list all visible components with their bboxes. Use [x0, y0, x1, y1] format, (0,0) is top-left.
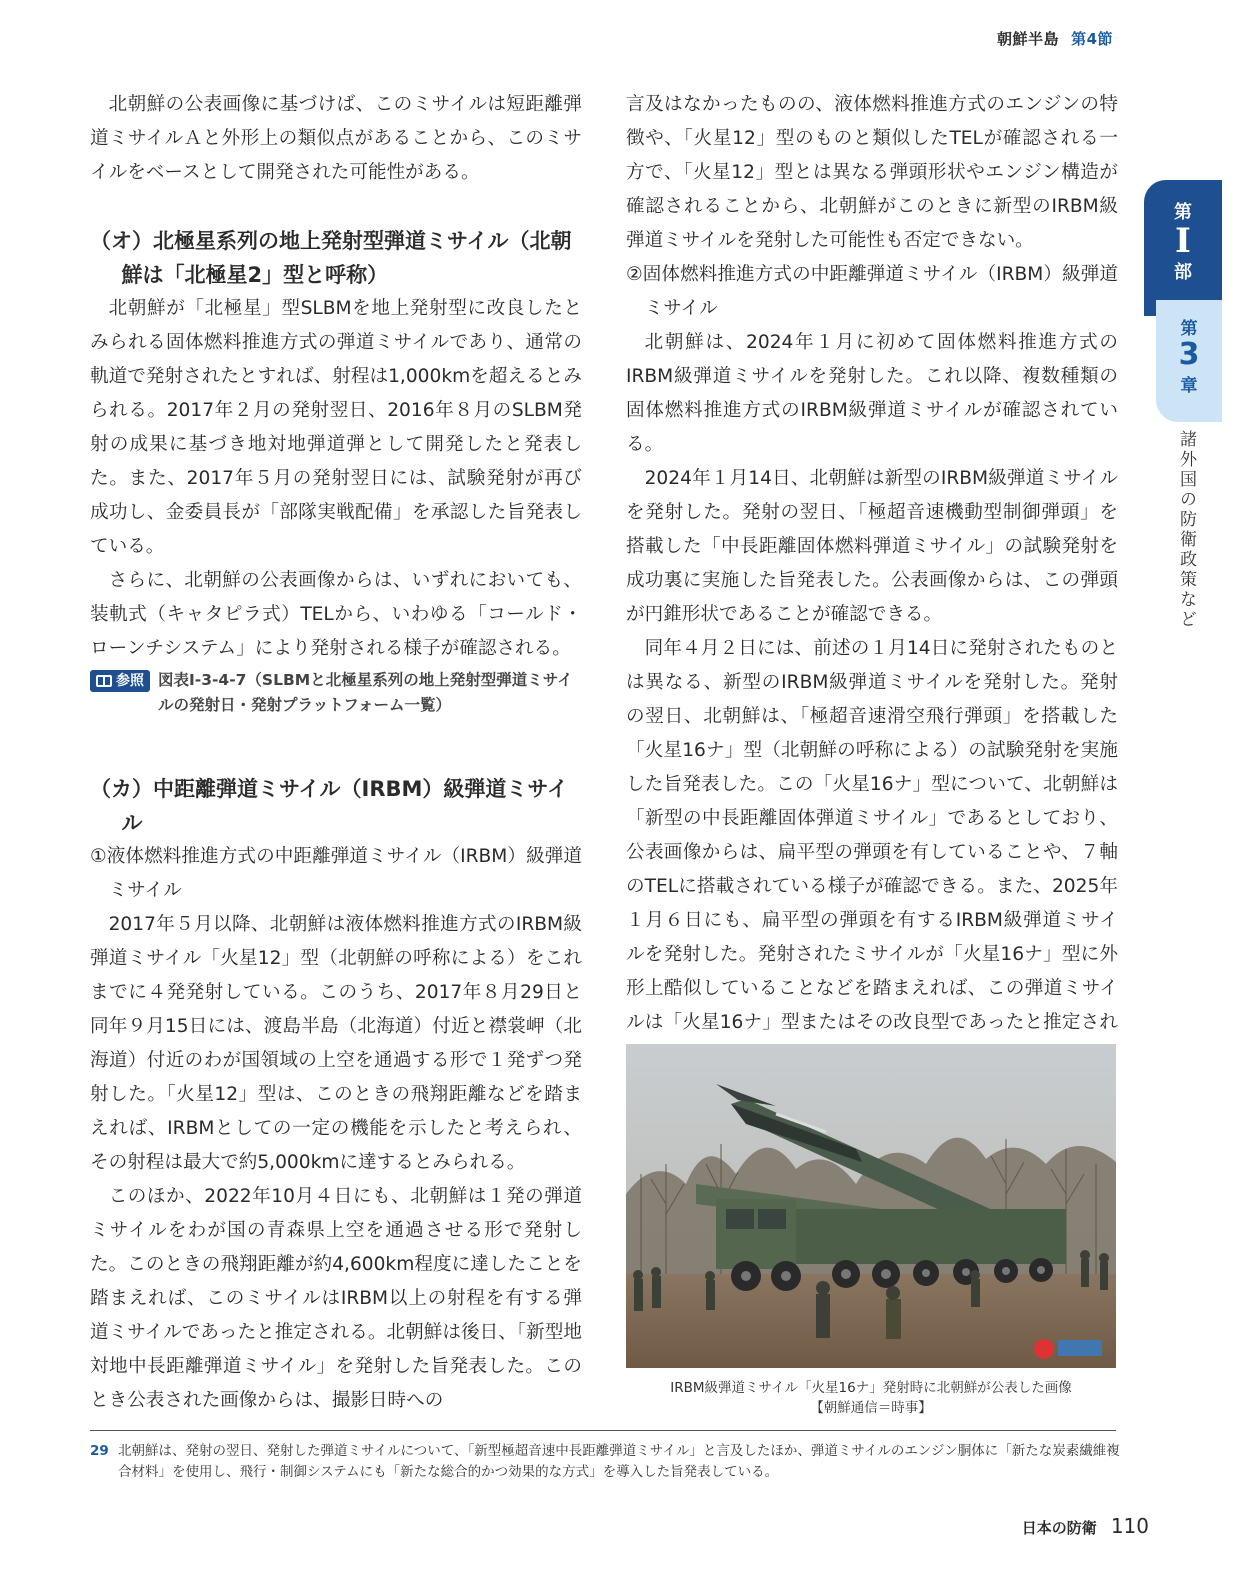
- paragraph-continued: 言及はなかったものの、液体燃料推進方式のエンジンの特徴や、「火星12」型のものと類似したTELが確認される一方で、「火星12」型とは異なる弾頭形状やエンジン構造が確認されることから、北朝鮮がこのときに新型のIRBM級弾道ミサイルを発射した可能性も否定できない。: [626, 94, 1118, 251]
- paragraph-o1: 北朝鮮が「北極星」型SLBMを地上発射型に改良したとみられる固体燃料推進方式の弾道ミサイルであり、通常の軌道で発射されたとすれば、射程は1,000kmを超えるとみられる。2017年２月の発射翌日、2016年８月のSLBM発射の成果に基づき地対地弾道弾として開発したと発表した。また、2017年５月の発射翌日には、試験発射が再び成功し、金委員長が「部隊実戦配備」を承認した旨発表している。: [90, 298, 582, 557]
- chapter-tab-number: 3: [1178, 337, 1200, 372]
- reference-badge: 参照: [90, 670, 150, 692]
- part-tab-suffix: 部: [1174, 262, 1192, 283]
- paragraph-intro: 北朝鮮の公表画像に基づけば、このミサイルは短距離弾道ミサイルＡと外形上の類似点があることから、このミサイルをベースとして開発された可能性がある。: [90, 94, 582, 183]
- book-title: 日本の防衛: [1021, 1519, 1097, 1537]
- footnote: [90, 1441, 1120, 1483]
- part-tab: [1144, 180, 1222, 316]
- missile-launcher-photo: [626, 1044, 1116, 1368]
- paragraph-ka1: 2017年５月以降、北朝鮮は液体燃料推進方式のIRBM級弾道ミサイル「火星12」型（北朝鮮の呼称による）をこれまでに４発発射している。このうち、2017年８月29日と同年９月15日には、渡島半島（北海道）付近と襟裳岬（北海道）付近のわが国領域の上空を通過する形で１発ずつ発射した。「火星12」型は、このときの飛翔距離などを踏まえれば、IRBMとしての一定の機能を示したと考えられ、その射程は最大で約5,000kmに達するとみられる。: [90, 914, 582, 1173]
- chapter-vertical-title: 諸外国の防衛政策など: [1176, 430, 1196, 630]
- paragraph-r3: 同年４月２日には、前述の１月14日に発射されたものとは異なる、新型のIRBM級弾道ミサイルを発射した。発射の翌日、北朝鮮は、「極超音速滑空飛行弾頭」を搭載した「火星16ナ」型（北朝鮮の呼称による）の試験発射を実施した旨発表した。この「火星16ナ」型について、北朝鮮は「新型の中長距離固体弾道ミサイル」であるとしており、公表画像からは、扁平型の弾頭を有していることや、７軸のTELに搭載されている様子が確認できる。また、2025年１月６日にも、扁平型の弾頭を有するIRBM級弾道ミサイルを発射した。発射されたミサイルが「火星16ナ」型に外形上酷似していることなどを踏まえれば、この弾道ミサイルは「火星16ナ」型またはその改良型であったと推定され: [626, 632, 1118, 1079]
- item-solid-irbm: ②固体燃料推進方式の中距離弾道ミサイル（IRBM）級弾道ミサイル: [626, 264, 1118, 319]
- header-chapter: 朝鮮半島: [997, 30, 1060, 48]
- heading-o: （オ）北極星系列の地上発射型弾道ミサイル（北朝鮮は「北極星2」型と呼称）: [90, 229, 572, 287]
- paragraph-r2: 2024年１月14日、北朝鮮は新型のIRBM級弾道ミサイルを発射した。発射の翌日、「極超音速機動型制御弾頭」を搭載した「中長距離固体燃料弾道ミサイル」の試験発射を成功裏に実施した旨発表した。公表画像からは、この弾頭が円錐形状であることが確認できる。: [626, 468, 1118, 625]
- left-column: [90, 88, 582, 1418]
- caption-credit: 【朝鮮通信＝時事】: [810, 1400, 932, 1416]
- right-column: [626, 88, 1118, 1079]
- photo-caption: [626, 1378, 1116, 1418]
- footnote-rule: [90, 1430, 1116, 1431]
- agency-logo: [1034, 1339, 1102, 1359]
- book-icon: [96, 675, 112, 687]
- part-tab-number: Ⅰ: [1175, 221, 1191, 261]
- caption-line-1: IRBM級弾道ミサイル「火星16ナ」発射時に北朝鮮が公表した画像: [670, 1380, 1072, 1396]
- chapter-tab-suffix: 章: [1180, 376, 1198, 396]
- header-section: 第4節: [1071, 30, 1113, 48]
- photo-illustration: [626, 1044, 1116, 1368]
- item-liquid-irbm: ①液体燃料推進方式の中距離弾道ミサイル（IRBM）級弾道ミサイル: [90, 846, 582, 901]
- page-footer: [1022, 1514, 1149, 1538]
- paragraph-r1: 北朝鮮は、2024年１月に初めて固体燃料推進方式のIRBM級弾道ミサイルを発射した。これ以降、複数種類の固体燃料推進方式のIRBM級弾道ミサイルが確認されている。: [626, 332, 1118, 455]
- reference-text: 図表Ⅰ-3-4-7（SLBMと北極星系列の地上発射型弾道ミサイルの発射日・発射プラットフォーム一覧）: [158, 671, 573, 714]
- paragraph-o2: さらに、北朝鮮の公表画像からは、いずれにおいても、装軌式（キャタピラ式）TELから、いわゆる「コールド・ローンチシステム」により発射される様子が確認される。: [90, 570, 582, 659]
- heading-ka: （カ）中距離弾道ミサイル（IRBM）級弾道ミサイル: [90, 777, 568, 835]
- footnote-text: 北朝鮮は、発射の翌日、発射した弾道ミサイルについて、「新型極超音速中長距離弾道ミサイル」と言及したほか、弾道ミサイルのエンジン胴体に「新たな炭素繊維複合材料」を使用し、飛行・制御システムにも「新たな総合的かつ効果的な方式」を導入した旨発表している。: [118, 1443, 1120, 1480]
- cross-reference[interactable]: [90, 668, 582, 718]
- chapter-tab: [1156, 300, 1222, 422]
- part-tab-prefix: 第: [1174, 202, 1192, 223]
- paragraph-ka2: このほか、2022年10月４日にも、北朝鮮は１発の弾道ミサイルをわが国の青森県上空を通過させる形で発射した。このときの飛翔距離が約4,600km程度に達したことを踏まえれば、このミサイルはIRBM以上の射程を有する弾道ミサイルであったと推定される。北朝鮮は後日、「新型地対地中長距離弾道ミサイル」を発射した旨発表した。このとき公表された画像からは、撮影日時への: [90, 1186, 582, 1411]
- chapter-tab-prefix: 第: [1180, 319, 1198, 339]
- page-number: 110: [1110, 1514, 1149, 1538]
- footnote-number: 29: [90, 1443, 109, 1459]
- running-header: [997, 28, 1113, 49]
